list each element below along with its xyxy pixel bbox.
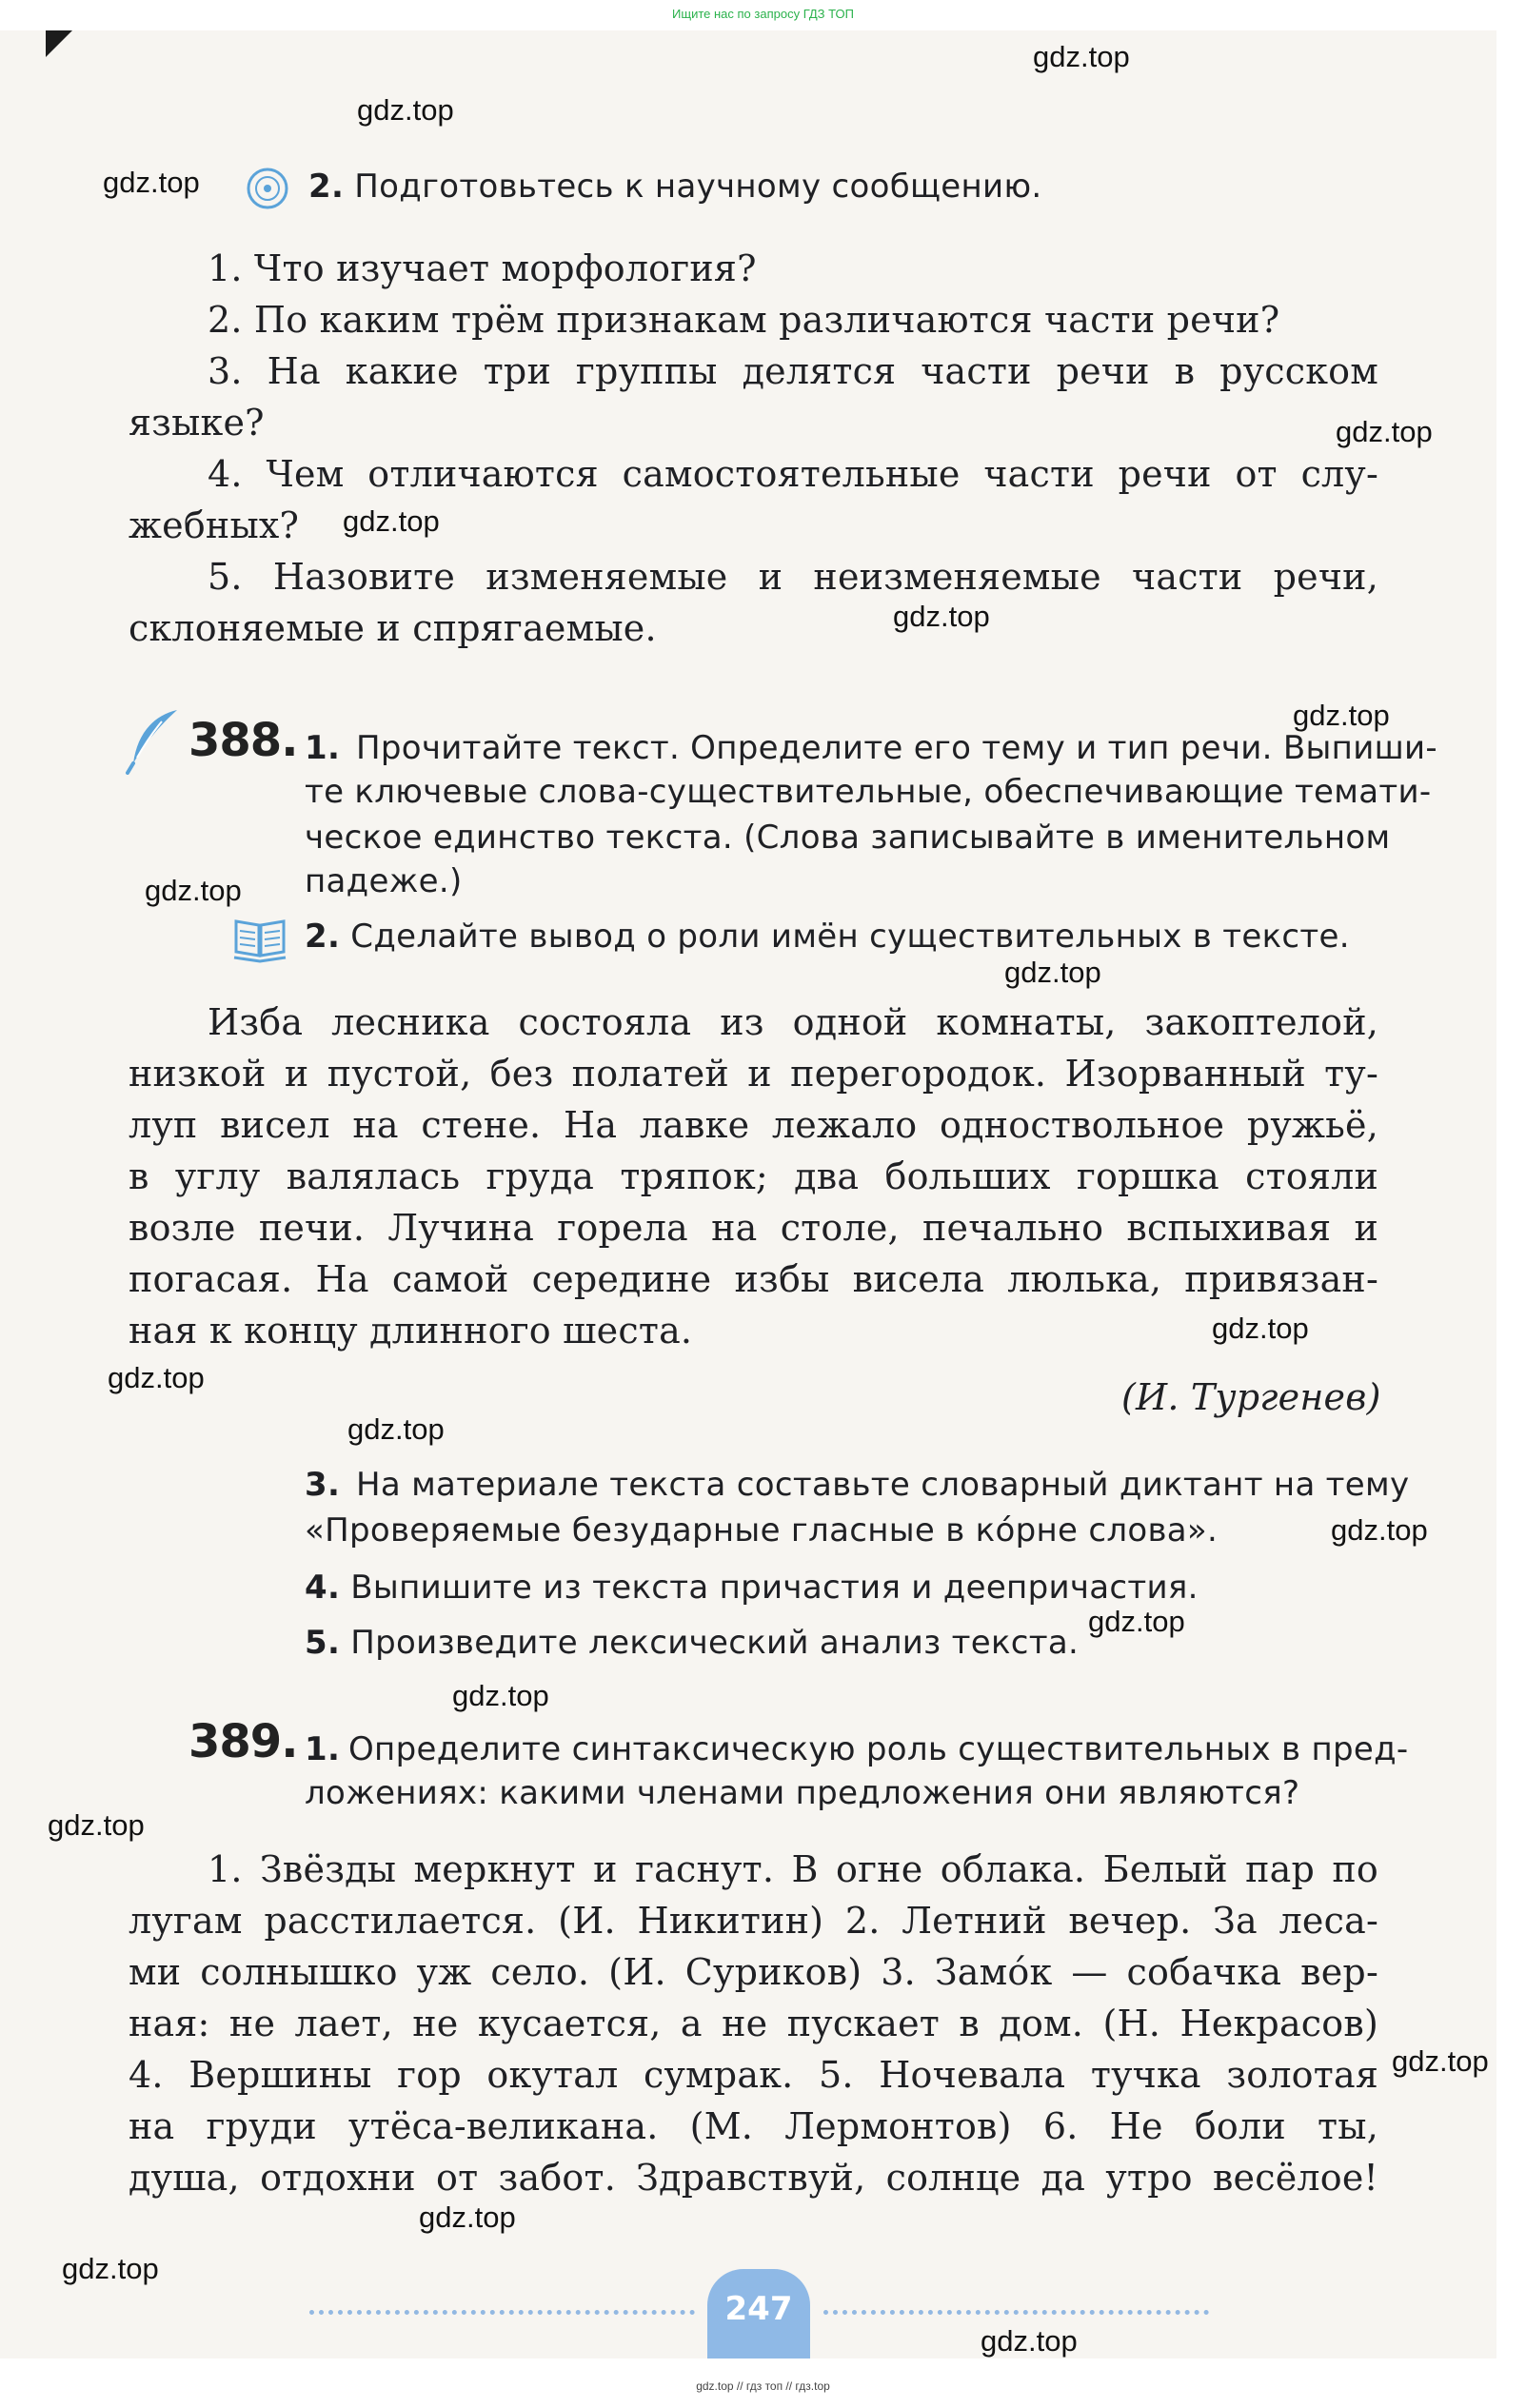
task-text: Выпишите из текста причастия и деепричастия. bbox=[350, 1569, 1199, 1607]
task-text: «Проверяемые безударные гласные в кóрне слова». bbox=[305, 1511, 1219, 1549]
watermark: gdz.top bbox=[893, 600, 990, 633]
text-line: 4. Вершины гор окутал сумрак. 5. Ночевала тучка золотая bbox=[129, 2054, 1378, 2096]
task-text: ложениях: какими членами предложения они являются? bbox=[305, 1774, 1300, 1812]
page-bar-dots-right bbox=[823, 2310, 1209, 2315]
task-text: Произведите лексический анализ текста. bbox=[350, 1624, 1080, 1662]
task-number: 2. bbox=[308, 168, 345, 206]
watermark: gdz.top bbox=[419, 2201, 516, 2234]
page-number: 247 bbox=[707, 2269, 810, 2359]
disc-icon bbox=[244, 167, 291, 210]
task-5-line bbox=[305, 1624, 1079, 1662]
task-2-line bbox=[305, 918, 1350, 956]
watermark: gdz.top bbox=[1212, 1312, 1309, 1345]
task-4-line bbox=[305, 1569, 1199, 1607]
watermark: gdz.top bbox=[981, 2324, 1078, 2358]
question-item: 2. По каким трём признакам различаются части речи? bbox=[208, 299, 1280, 341]
text-line: в углу валялась груда тряпок; два больших горшка стояли bbox=[129, 1155, 1378, 1197]
text-line: ная к концу длинного шеста. bbox=[129, 1310, 693, 1352]
task-text: ческое единство текста. (Слова записывайте в именительном bbox=[305, 819, 1391, 857]
watermark: gdz.top bbox=[347, 1412, 445, 1446]
task-text: На материале текста составьте словарный диктант на тему bbox=[356, 1466, 1410, 1504]
page-corner bbox=[46, 30, 72, 57]
watermark: gdz.top bbox=[1293, 699, 1390, 732]
footer-note[interactable]: gdz.top // гдз топ // гдз.top bbox=[696, 2379, 830, 2393]
quill-pen-icon bbox=[124, 706, 181, 775]
task-number: 2. bbox=[305, 918, 341, 956]
text-line: ми солнышко уж село. (И. Суриков) 3. Замóк — собачка вер- bbox=[129, 1951, 1378, 1993]
question-item: 1. Что изучает морфология? bbox=[208, 247, 757, 289]
page-bar-dots-left bbox=[309, 2310, 695, 2315]
watermark: gdz.top bbox=[1033, 40, 1130, 73]
question-item: склоняемые и спрягаемые. bbox=[129, 607, 657, 649]
task-number: 3. bbox=[305, 1466, 341, 1504]
text-line: лугам расстилается. (И. Никитин) 2. Летний вечер. За леса- bbox=[129, 1900, 1378, 1942]
task-number: 5. bbox=[305, 1624, 341, 1662]
watermark: gdz.top bbox=[108, 1361, 205, 1394]
header-note[interactable]: Ищите нас по запросу ГДЗ ТОП bbox=[672, 7, 854, 21]
watermark: gdz.top bbox=[1331, 1513, 1428, 1547]
watermark: gdz.top bbox=[452, 1679, 549, 1712]
watermark: gdz.top bbox=[103, 166, 200, 199]
text-line: 1. Звёзды меркнут и гаснут. В огне облака. Белый пар по bbox=[208, 1848, 1378, 1890]
question-item: 3. На какие три группы делятся части речи в русском bbox=[208, 350, 1378, 392]
task-text: те ключевые слова-существительные, обеспечивающие темати- bbox=[305, 773, 1432, 811]
task-2-heading bbox=[308, 168, 1041, 206]
watermark: gdz.top bbox=[1088, 1605, 1185, 1638]
watermark: gdz.top bbox=[343, 504, 440, 538]
task-text: Определите синтаксическую роль существительных в пред- bbox=[348, 1730, 1409, 1768]
task-number: 1. bbox=[305, 1730, 341, 1768]
right-margin bbox=[1496, 30, 1526, 2359]
task-number: 1. bbox=[305, 729, 341, 767]
question-item: 5. Назовите изменяемые и неизменяемые части речи, bbox=[208, 556, 1378, 598]
text-line: Изба лесника состояла из одной комнаты, закоптелой, bbox=[208, 1001, 1378, 1043]
watermark: gdz.top bbox=[1004, 956, 1101, 989]
task-text: Прочитайте текст. Определите его тему и тип речи. Выпиши- bbox=[356, 729, 1437, 767]
watermark: gdz.top bbox=[48, 1808, 145, 1842]
text-line: ная: не лает, не кусается, а не пускает в дом. (Н. Некрасов) bbox=[129, 2003, 1378, 2044]
text-line: на груди утёса-великана. (М. Лермонтов) 6. Не боли ты, bbox=[129, 2105, 1378, 2147]
text-line: душа, отдохни от забот. Здравствуй, солнце да утро весёлое! bbox=[129, 2157, 1378, 2199]
watermark: gdz.top bbox=[1392, 2044, 1489, 2078]
exercise-number: 389. bbox=[188, 1715, 298, 1768]
task-text: падеже.) bbox=[305, 862, 463, 900]
task-text: Сделайте вывод о роли имён существительных в тексте. bbox=[350, 918, 1350, 956]
open-book-icon bbox=[232, 914, 287, 963]
watermark: gdz.top bbox=[357, 93, 454, 127]
text-line: погасая. На самой середине избы висела люлька, привязан- bbox=[129, 1258, 1378, 1300]
question-item: жебных? bbox=[129, 504, 300, 546]
question-item: 4. Чем отличаются самостоятельные части речи от слу- bbox=[208, 453, 1378, 495]
text-line: луп висел на стене. На лавке лежало одноствольное ружьё, bbox=[129, 1104, 1378, 1146]
exercise-number: 388. bbox=[188, 714, 298, 767]
text-line: возле печи. Лучина горела на столе, печально вспыхивая и bbox=[129, 1207, 1378, 1249]
watermark: gdz.top bbox=[1336, 415, 1433, 448]
task-text: Подготовьтесь к научному сообщению. bbox=[354, 168, 1042, 206]
author-attribution: (И. Тургенев) bbox=[1121, 1376, 1381, 1418]
question-item: языке? bbox=[129, 402, 265, 444]
watermark: gdz.top bbox=[62, 2252, 159, 2285]
watermark: gdz.top bbox=[145, 874, 242, 907]
task-number: 4. bbox=[305, 1569, 341, 1607]
text-line: низкой и пустой, без полатей и перегородок. Изорванный ту- bbox=[129, 1053, 1378, 1095]
